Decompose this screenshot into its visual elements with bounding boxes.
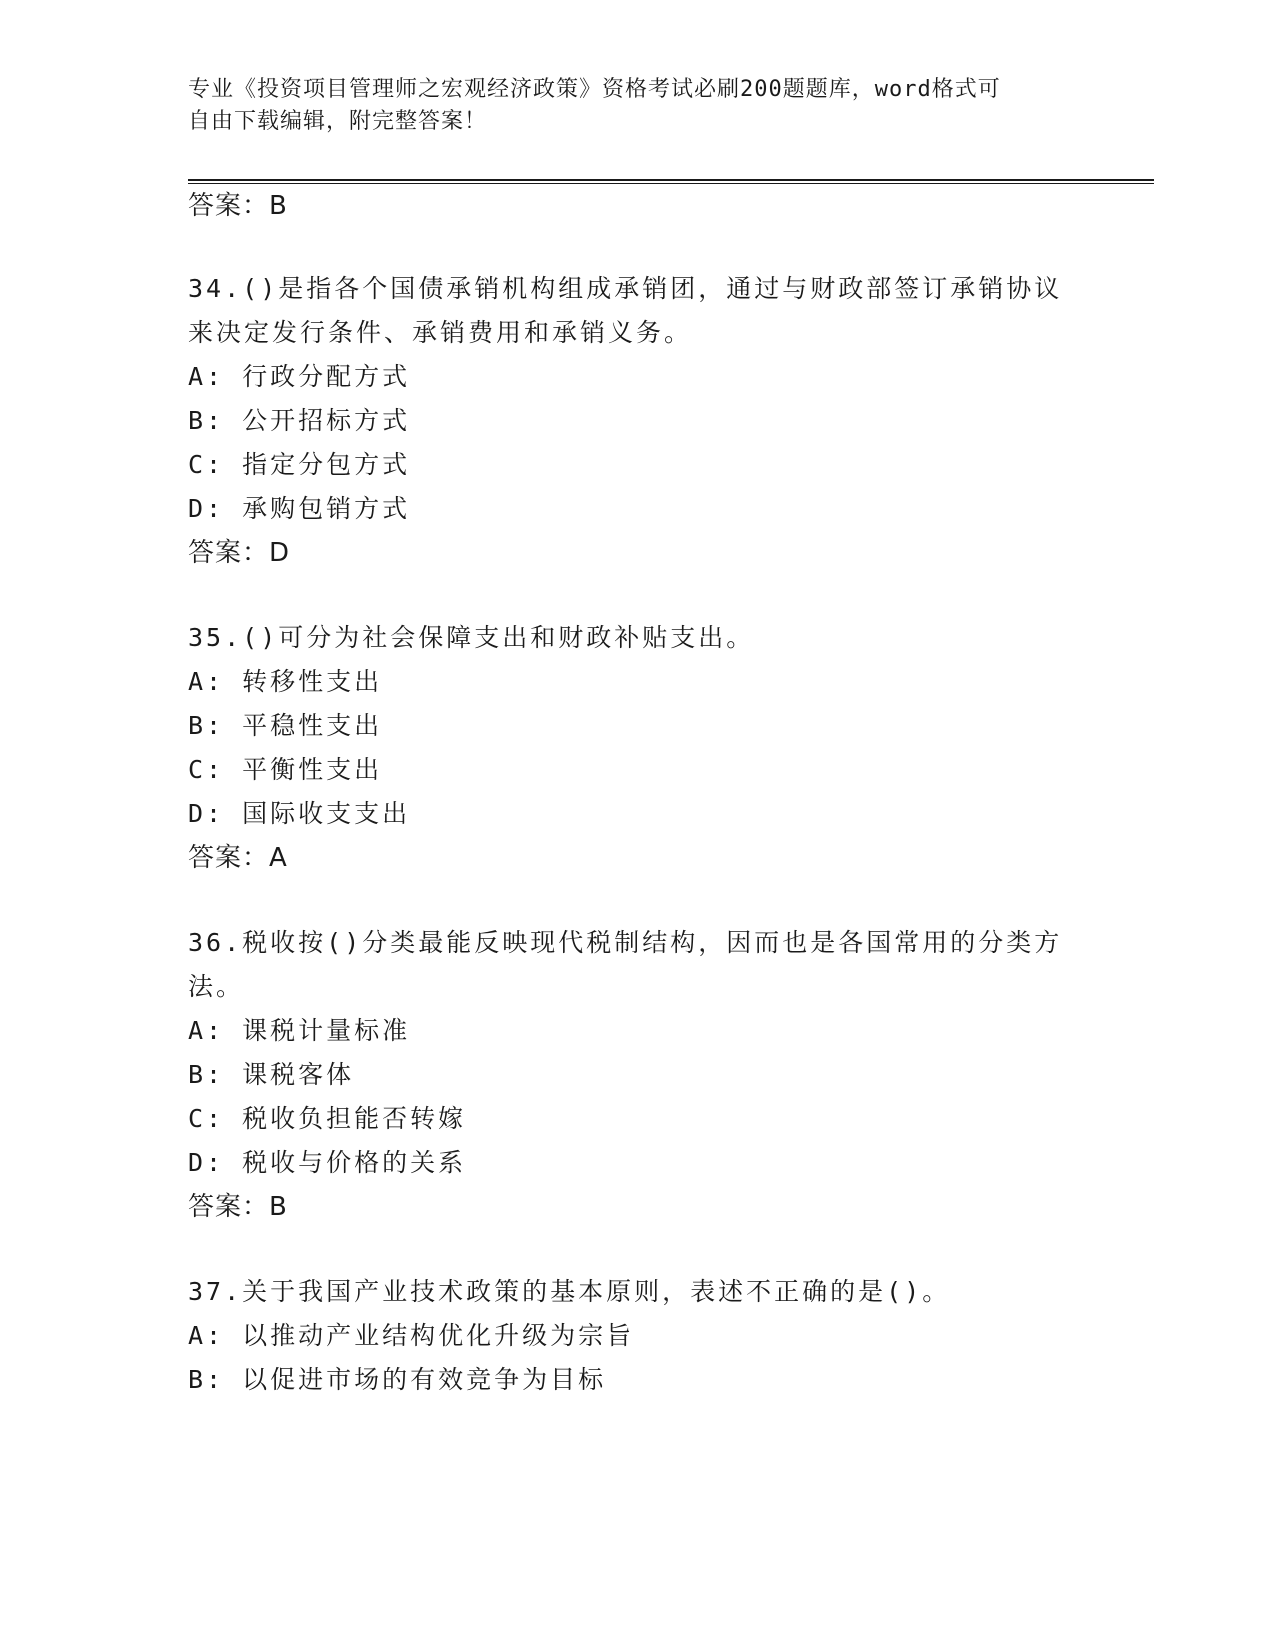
header-line-2: 自由下载编辑，附完整答案！ [188,109,488,134]
option-d: D: 承购包销方式 [188,494,411,523]
option-b: B: 以促进市场的有效竞争为目标 [188,1365,607,1394]
option-a: A: 转移性支出 [188,667,383,696]
answer-line: 答案：B [188,1192,288,1222]
option-b: B: 课税客体 [188,1060,355,1089]
option-c: C: 指定分包方式 [188,450,411,479]
header-line-1: 专业《投资项目管理师之宏观经济政策》资格考试必刷200题题库，word格式可 [188,77,1001,102]
question-stem: 36.税收按()分类最能反映现代税制结构，因而也是各国常用的分类方 [188,928,1063,957]
option-a: A: 课税计量标准 [188,1016,411,1045]
option-a: A: 以推动产业结构优化升级为宗旨 [188,1321,635,1350]
question-stem: 37.关于我国产业技术政策的基本原则，表述不正确的是()。 [188,1277,951,1306]
option-b: B: 公开招标方式 [188,406,411,435]
question-stem: 法。 [188,972,245,1001]
question-stem: 来决定发行条件、承销费用和承销义务。 [188,318,693,347]
question-stem: 35.()可分为社会保障支出和财政补贴支出。 [188,623,755,652]
question-stem: 34.()是指各个国债承销机构组成承销团，通过与财政部签订承销协议 [188,274,1063,303]
answer-line: 答案：B [188,191,288,221]
option-c: C: 平衡性支出 [188,755,383,784]
option-d: D: 国际收支支出 [188,799,411,828]
header-rule [188,179,1154,181]
option-c: C: 税收负担能否转嫁 [188,1104,467,1133]
answer-line: 答案：D [188,538,291,568]
option-b: B: 平稳性支出 [188,711,383,740]
option-a: A: 行政分配方式 [188,362,411,391]
header-rule-thin [188,183,1154,184]
option-d: D: 税收与价格的关系 [188,1148,467,1177]
answer-line: 答案：A [188,843,288,873]
document-header [188,74,1068,138]
